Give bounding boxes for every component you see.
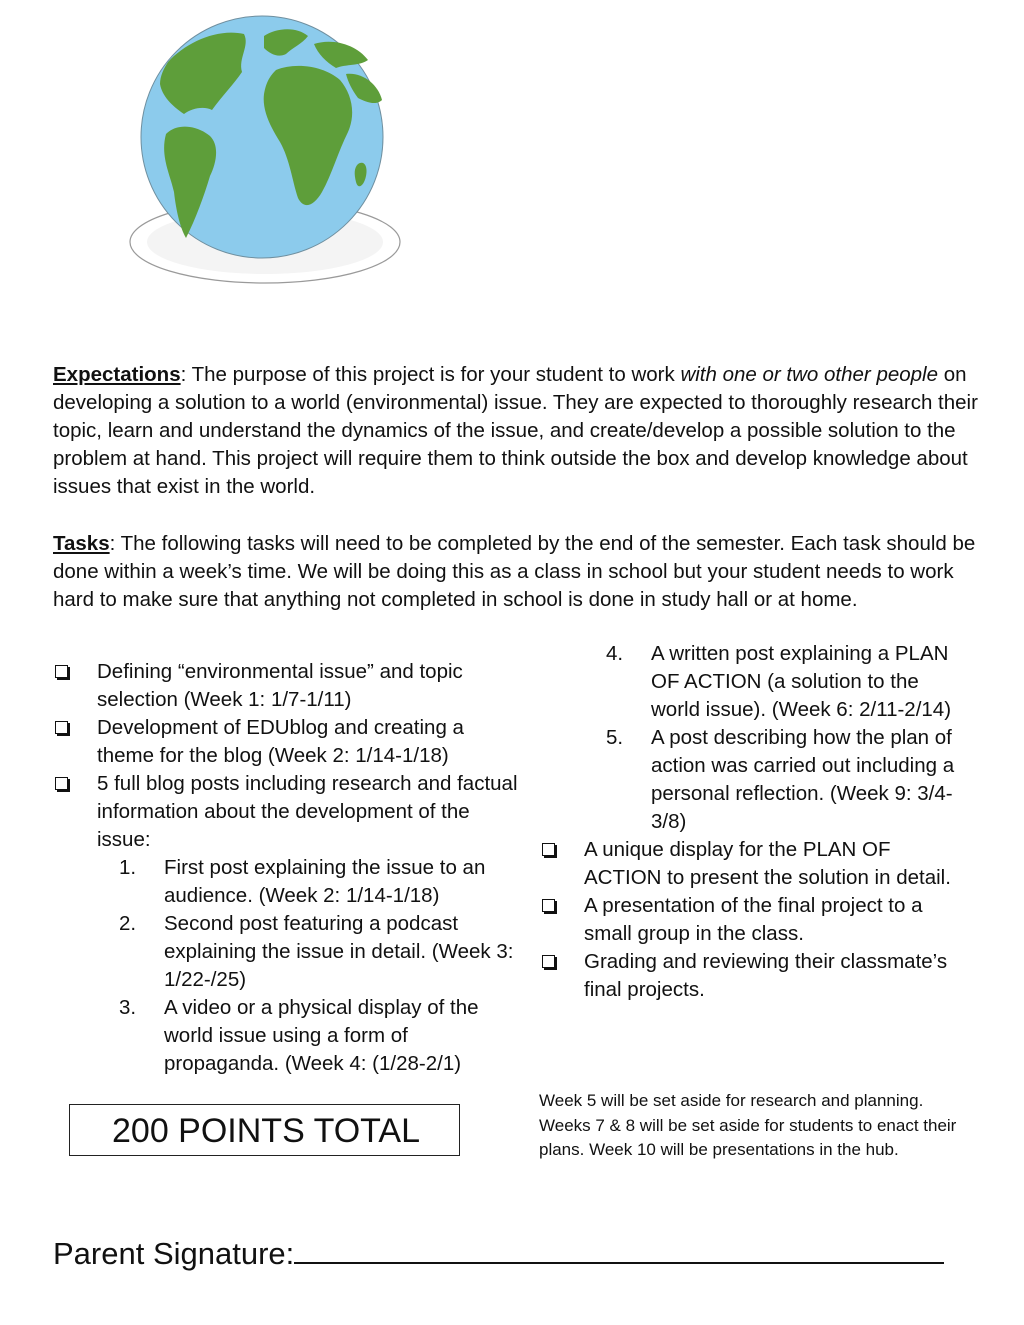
numbered-item <box>53 994 523 1078</box>
checkbox-icon <box>542 955 555 968</box>
checkbox-icon <box>55 665 68 678</box>
item-number: 2. <box>119 912 137 935</box>
expectations-emphasis: with one or two other people <box>680 363 939 386</box>
task-item-text: 5 full blog posts including research and factual information about the development of the issue: <box>97 772 518 851</box>
numbered-item <box>53 854 523 910</box>
task-item-text: Grading and reviewing their classmate’s final projects. <box>584 950 948 1001</box>
item-number: 4. <box>606 642 624 665</box>
item-number: 5. <box>606 726 624 749</box>
task-item-text: A unique display for the PLAN OF ACTION to present the solution in detail. <box>584 838 951 889</box>
task-item <box>53 770 523 854</box>
signature-label: Parent Signature: <box>53 1236 295 1271</box>
numbered-item <box>540 640 960 724</box>
numbered-item-text: A post describing how the plan of action was carried out including a personal reflection. (Week 9: 3/4-3/8) <box>651 726 955 833</box>
expectations-text-b: on developing a solution to a world (environmental) issue. They are expected to thoroughly research their topic, learn and understand the dynamics of the issue, and create/develop a possible solution to the problem at hand. This project will require them to think outside the box and develop knowledge about issues that exist in the world. <box>53 363 978 498</box>
checkbox-icon <box>55 777 68 790</box>
item-number: 1. <box>119 856 137 879</box>
task-item <box>540 836 960 892</box>
checkbox-icon <box>55 721 68 734</box>
item-number: 3. <box>119 996 137 1019</box>
tasks-text: : The following tasks will need to be completed by the end of the semester. Each task should be done within a week’s time. We will be doing this as a class in school but your student needs to work hard to make sure that anything not completed in school is done in study hall or at home. <box>53 532 976 611</box>
numbered-item-text: A written post explaining a PLAN OF ACTION (a solution to the world issue). (Week 6: 2/11-2/14) <box>651 642 952 721</box>
task-item-text: Defining “environmental issue” and topic selection (Week 1: 1/7-1/11) <box>97 660 463 711</box>
task-item-text: A presentation of the final project to a small group in the class. <box>584 894 923 945</box>
points-total-box: 200 POINTS TOTAL <box>69 1104 460 1156</box>
task-item <box>53 714 523 770</box>
signature-line[interactable] <box>294 1232 944 1264</box>
expectations-paragraph <box>53 361 988 501</box>
task-item <box>53 658 523 714</box>
task-item <box>540 948 960 1004</box>
task-item-text: Development of EDUblog and creating a theme for the blog (Week 2: 1/14-1/18) <box>97 716 464 767</box>
tasks-paragraph <box>53 530 988 614</box>
task-list-right <box>540 640 960 1004</box>
expectations-label: Expectations <box>53 363 181 386</box>
checkbox-icon <box>542 899 555 912</box>
task-item <box>540 892 960 948</box>
task-list-left <box>53 658 523 1078</box>
checkbox-icon <box>542 843 555 856</box>
schedule-note: Week 5 will be set aside for research and planning. Weeks 7 & 8 will be set aside for students to enact their plans. Week 10 will be presentations in the hub. <box>539 1091 957 1159</box>
numbered-item-text: A video or a physical display of the world issue using a form of propaganda. (Week 4: (1/28-2/1) <box>164 996 479 1075</box>
numbered-item-text: First post explaining the issue to an audience. (Week 2: 1/14-1/18) <box>164 856 486 907</box>
parent-signature <box>53 1232 953 1274</box>
numbered-item <box>540 724 960 836</box>
numbered-item <box>53 910 523 994</box>
tasks-label: Tasks <box>53 532 110 555</box>
numbered-item-text: Second post featuring a podcast explaining the issue in detail. (Week 3: 1/22-/25) <box>164 912 514 991</box>
expectations-text-a: : The purpose of this project is for your student to work <box>180 363 681 386</box>
earth-globe-illustration <box>126 14 404 286</box>
